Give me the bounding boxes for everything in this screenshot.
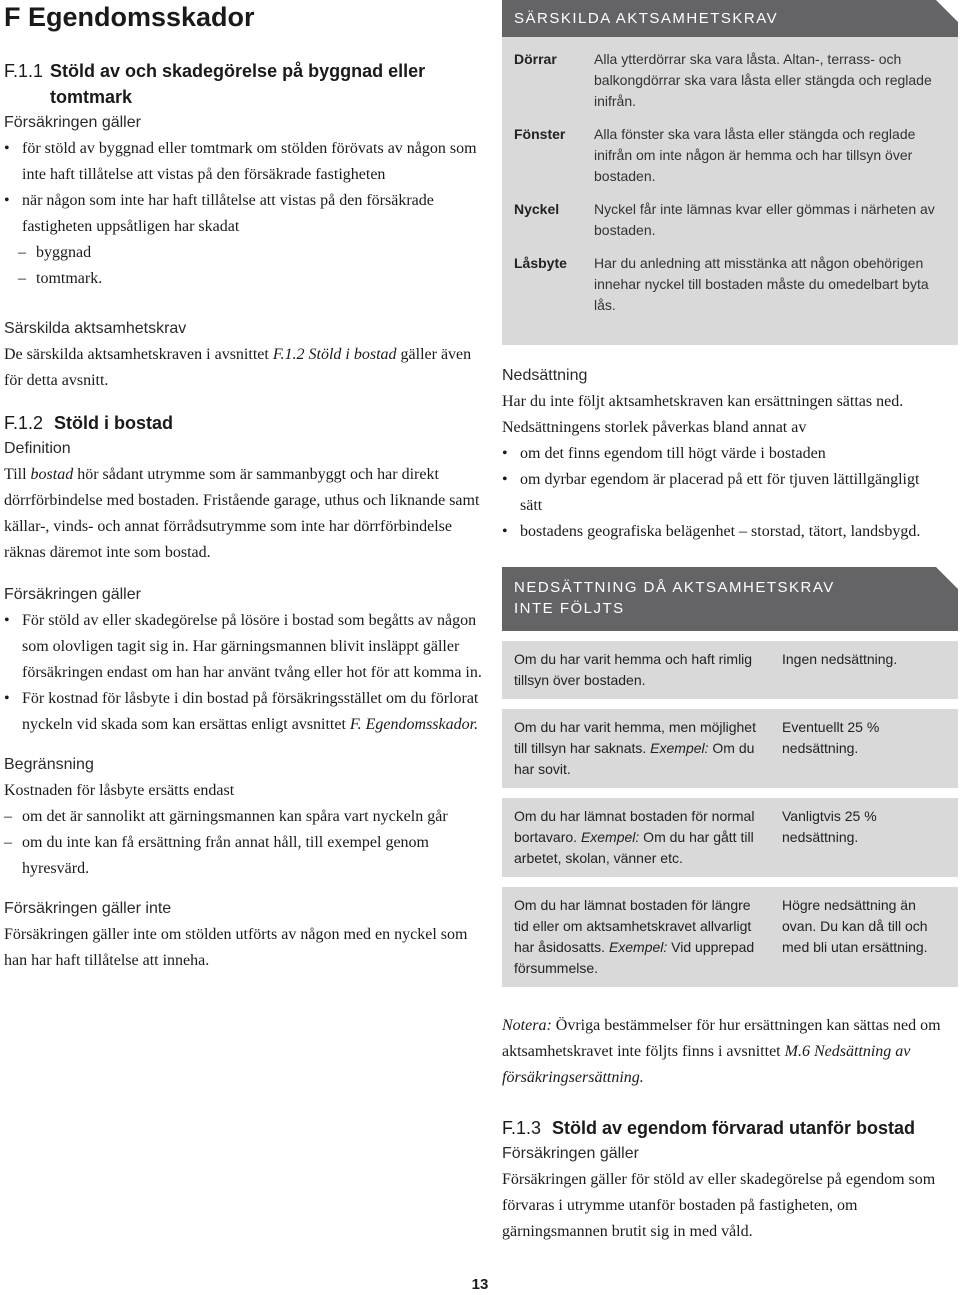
dash-list — [4, 804, 484, 882]
table-cell: Eventuellt 25 % nedsättning. — [782, 719, 880, 756]
requirement-row — [502, 124, 958, 199]
section-number: F.1.1 — [4, 61, 44, 81]
paragraph-galler-inte: Försäkringen gäller inte om stölden utförts av någon med en nyckel som han har haft tillåtelse att inneha. — [4, 926, 468, 969]
paragraph-krav — [4, 342, 484, 394]
list-item: • om det finns egendom till högt värde i bostaden — [502, 441, 958, 467]
subheading-sarskilda-aktsamhetskrav: Särskilda aktsamhetskrav — [4, 320, 187, 337]
table-cell: Ingen nedsättning. — [782, 651, 898, 667]
table-cell — [514, 806, 782, 869]
right-column — [502, 0, 958, 1245]
requirement-text: Alla fönster ska vara låsta eller stängda och reglade inifrån om inte någon är hemma och har tillsyn över bostaden. — [594, 126, 916, 184]
requirement-label: Nyckel — [514, 201, 560, 217]
subheading-forsakringen-galler: Försäkringen gäller — [4, 586, 141, 603]
example-label: Exempel: — [580, 829, 640, 845]
subheading-nedsattning: Nedsättning — [502, 367, 588, 384]
paragraph-notera — [502, 1013, 958, 1091]
nedsattning-box — [502, 567, 958, 987]
list-item: • när någon som inte har haft tillåtelse att vistas på den försäkrade fastigheten uppsåtligen har skadat — [4, 188, 484, 240]
text: Till — [4, 466, 31, 483]
table-row — [502, 798, 958, 877]
bullet-list — [4, 136, 484, 240]
bullet-list — [502, 441, 958, 545]
subheading-forsakringen-galler: Försäkringen gäller — [502, 1145, 639, 1162]
subheading-forsakringen-galler: Försäkringen gäller — [4, 114, 141, 131]
paragraph-begransning: Kostnaden för låsbyte ersätts endast — [4, 782, 235, 799]
paragraph-definition — [4, 462, 484, 566]
text: Om du har lämnat bostaden för normal bortavaro. — [514, 808, 755, 845]
dash-list — [4, 240, 484, 292]
section-heading-f111 — [4, 58, 484, 110]
text: hör sådant utrymme som är sammanbyggt och har direkt dörrförbindelse med bostaden. Fristående garage, uthus och liknande samt källar-, vinds- och annat förrådsutrymme som inte har dörrförbindelse räknas däremot inte som bostad. — [4, 466, 480, 561]
list-item: – byggnad — [18, 240, 484, 266]
subheading-begransning: Begränsning — [4, 756, 94, 773]
requirement-label: Dörrar — [514, 51, 557, 67]
section-reference: M.6 Nedsättning av försäkringsersättning. — [502, 1043, 911, 1086]
paragraph-nedsattning: Har du inte följt aktsamhetskraven kan ersättningen sättas ned. Nedsättningens storlek påverkas bland annat av — [502, 393, 904, 436]
page-number: 13 — [471, 1276, 489, 1293]
section-heading-f113 — [502, 1115, 958, 1141]
left-column — [4, 0, 484, 974]
folded-corner — [936, 0, 958, 22]
table-cell: Vanligtvis 25 % nedsättning. — [782, 808, 877, 845]
text: Om du har varit hemma och haft rimlig tillsyn över bostaden. — [514, 651, 753, 688]
section-title: Stöld av egendom förvarad utanför bostad — [552, 1118, 916, 1138]
requirement-row — [502, 199, 958, 253]
table-cell — [514, 649, 782, 691]
subheading-definition: Definition — [4, 440, 71, 457]
section-title: Stöld i bostad — [54, 413, 173, 433]
term: bostad — [30, 466, 74, 483]
table-cell — [514, 717, 782, 780]
table-row — [502, 709, 958, 788]
list-item: – om det är sannolikt att gärningsmannen kan spåra vart nyckeln går — [4, 804, 484, 830]
subheading-galler-inte: Försäkringen gäller inte — [4, 900, 172, 917]
text: Om du har varit hemma, men möjlighet till tillsyn har saknats. — [514, 719, 756, 756]
box-title — [502, 0, 958, 37]
requirement-row — [502, 49, 958, 124]
table-cell — [514, 895, 782, 979]
box-title-text: SÄRSKILDA AKTSAMHETSKRAV — [514, 10, 779, 27]
example-label: Exempel: — [608, 939, 668, 955]
text: Om du har lämnat bostaden för längre tid eller om aktsamhetskravet allvarligt har åsidosatts. — [514, 897, 752, 955]
section-reference: F.1.2 Stöld i bostad — [272, 346, 397, 363]
text: För kostnad för låsbyte i din bostad på försäkringsstället om du förlorat nyckeln vid skada som kan ersättas enligt avsnittet — [22, 690, 479, 733]
list-item: • För stöld av eller skadegörelse på lösöre i bostad som begåtts av någon som olovligen tagit sig in. Har gärningsmannen blivit insläppt gäller försäkringen endast om han har använt tvång eller hot för att komma in. — [4, 608, 484, 686]
bullet-list — [4, 608, 484, 738]
paragraph-f113: Försäkringen gäller för stöld av eller skadegörelse på egendom som förvaras i utrymme utanför bostaden på fastigheten, om gärningsmannen brutit sig in med våld. — [502, 1171, 936, 1240]
section-heading-f112 — [4, 410, 484, 436]
text: gäller även för detta avsnitt. — [4, 346, 472, 389]
aktsamhetskrav-box — [502, 0, 958, 345]
list-item: – tomtmark. — [18, 266, 484, 292]
list-item: • bostadens geografiska belägenhet – storstad, tätort, landsbygd. — [502, 519, 958, 545]
requirement-text: Har du anledning att misstänka att någon obehörigen innehar nyckel till bostaden måste du omedelbart byta lås. — [594, 255, 929, 313]
table-cell: Högre nedsättning än ovan. Du kan då till och med bli utan ersättning. — [782, 897, 928, 955]
list-item: • om dyrbar egendom är placerad på ett för tjuven lättillgängligt sätt — [502, 467, 958, 519]
section-reference: F. Egendomsskador. — [349, 716, 479, 733]
table-row — [502, 887, 958, 987]
list-item: – om du inte kan få ersättning från annat håll, till exempel genom hyresvärd. — [4, 830, 484, 882]
table-row — [502, 641, 958, 699]
text: De särskilda aktsamhetskraven i avsnittet — [4, 346, 273, 363]
folded-corner — [936, 567, 958, 589]
box-title-text: NEDSÄTTNING DÅ AKTSAMHETSKRAV INTE FÖLJTS — [514, 579, 835, 617]
list-item — [4, 686, 484, 738]
requirement-row — [502, 253, 958, 328]
requirement-label: Fönster — [514, 126, 566, 142]
list-item: • för stöld av byggnad eller tomtmark om stölden förövats av någon som inte haft tillåtelse att vistas på den försäkrade fastigheten — [4, 136, 484, 188]
section-number: F.1.3 — [502, 1118, 542, 1138]
requirement-label: Låsbyte — [514, 255, 567, 271]
requirement-text: Alla ytterdörrar ska vara låsta. Altan-, terrass- och balkongdörrar ska vara låsta eller stängda och reglade inifrån. — [594, 51, 932, 109]
note-label: Notera: — [502, 1017, 552, 1034]
requirement-text: Nyckel får inte lämnas kvar eller gömmas i närheten av bostaden. — [594, 201, 935, 238]
text: Om du har sovit. — [514, 740, 755, 777]
text: Övriga bestämmelser för hur ersättningen kan sättas ned om aktsamhetskravet inte följts finns i avsnittet — [502, 1017, 941, 1060]
section-title: Stöld av och skadegörelse på byggnad eller tomtmark — [50, 61, 426, 107]
text: Om du har gått till arbetet, skolan, vänner etc. — [514, 829, 754, 866]
text: Vid upprepad försummelse. — [514, 939, 755, 976]
section-number: F.1.2 — [4, 413, 44, 433]
chapter-title: F Egendomsskador — [4, 2, 255, 32]
example-label: Exempel: — [650, 740, 709, 756]
box-title — [502, 567, 958, 631]
